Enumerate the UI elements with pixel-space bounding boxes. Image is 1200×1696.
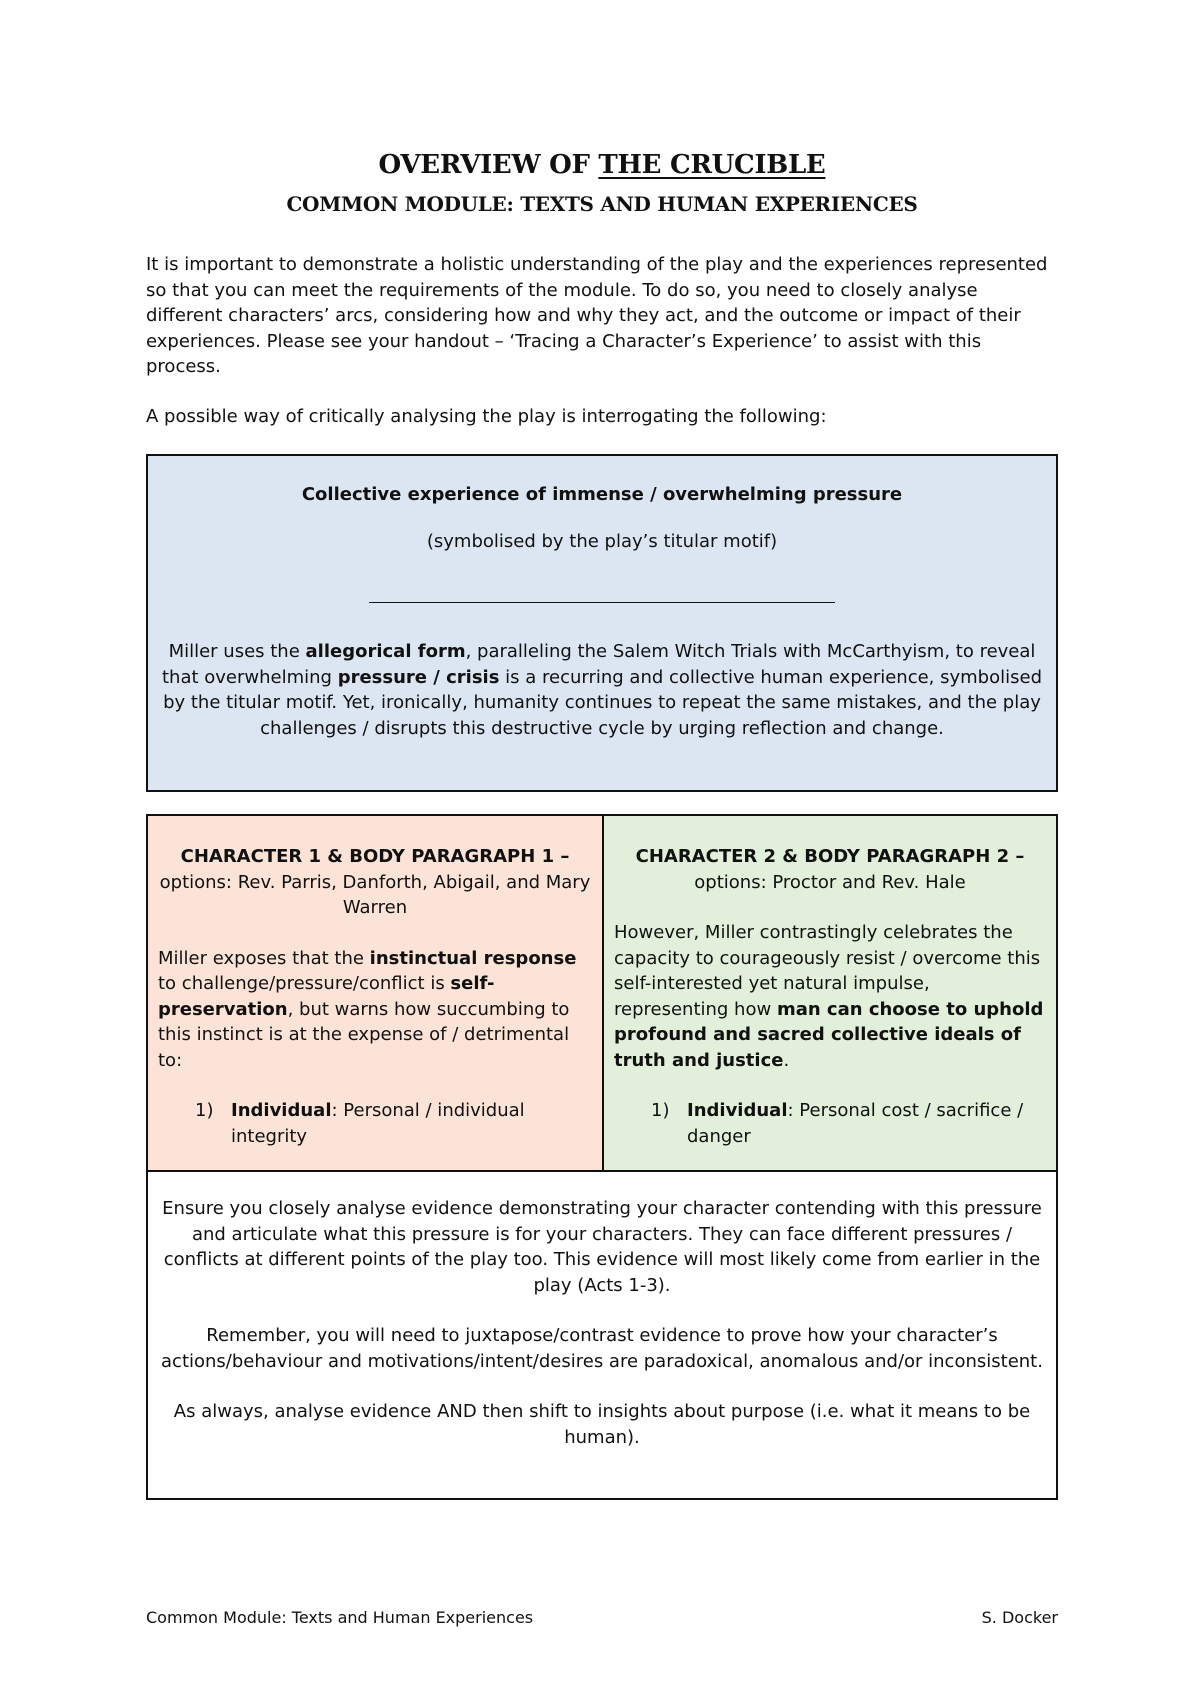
character-1-heading: CHARACTER 1 & BODY PARAGRAPH 1 – [180, 846, 570, 867]
collective-experience-box [146, 454, 1058, 792]
character-1-paragraph: Miller exposes that the instinctual response to challenge/pressure/conflict is self-preservation, but warns how succumbing to this instinct is at the expense of / detrimental to: [158, 947, 577, 1071]
character-2-paragraph: However, Miller contrastingly celebrates the capacity to courageously resist / overcome this self-interested yet natural impulse, representing how man can choose to uphold profound and sacred collective ideals of truth and justice. [614, 922, 1044, 1071]
page-subtitle: COMMON MODULE: TEXTS AND HUMAN EXPERIENCES [286, 192, 918, 216]
evidence-notes-cell [148, 1170, 1056, 1498]
note-1: Ensure you closely analyse evidence demonstrating your character contending with this pressure and articulate what this pressure is for your characters. They can face different pressures / conflicts at different points of the play too. This evidence will most likely come from earlier in the play (Acts 1-3). [162, 1198, 1042, 1296]
character-2-list-item: 1) Individual: Personal cost / sacrifice / danger [651, 1100, 1024, 1147]
prompt-paragraph: A possible way of critically analysing the play is interrogating the following: [146, 406, 827, 427]
footer-right: S. Docker [981, 1608, 1058, 1627]
note-3: As always, analyse evidence AND then shift to insights about purpose (i.e. what it means to be human). [173, 1401, 1031, 1448]
character-2-cell [604, 816, 1056, 1170]
character-table [146, 814, 1058, 1500]
collective-paragraph: Miller uses the allegorical form, paralleling the Salem Witch Trials with McCarthyism, to reveal that overwhelming pressure / crisis is a recurring and collective human experience, symbolised by the titular motif. Yet, ironically, humanity continues to repeat the same mistakes, and the play challenges / disrupts this destructive cycle by urging reflection and change. [161, 641, 1042, 739]
collective-heading: Collective experience of immense / overwhelming pressure [301, 484, 903, 505]
character-2-heading: CHARACTER 2 & BODY PARAGRAPH 2 – [635, 846, 1025, 867]
intro-paragraph: It is important to demonstrate a holistic understanding of the play and the experiences represented so that you can meet the requirements of the module. To do so, you need to closely analyse different characters’ arcs, considering how and why they act, and the outcome or impact of their experiences. Please see your handout – ‘Tracing a Character’s Experience’ to assist with this process. [146, 254, 1048, 377]
character-row [148, 816, 1056, 1170]
note-2: Remember, you will need to juxtapose/contrast evidence to prove how your character’s actions/behaviour and motivations/intent/desires are paradoxical, anomalous and/or inconsistent. [161, 1325, 1043, 1372]
character-1-cell [148, 816, 604, 1170]
blank-line [369, 602, 835, 603]
page-title [146, 150, 1058, 180]
collective-symbolised: (symbolised by the play’s titular motif) [426, 531, 778, 552]
footer-left: Common Module: Texts and Human Experiences [146, 1608, 534, 1627]
page-footer [146, 1608, 1058, 1627]
title-play-name: THE CRUCIBLE [598, 150, 826, 180]
title-prefix: OVERVIEW OF [378, 150, 599, 180]
character-2-options: options: Proctor and Rev. Hale [694, 871, 966, 893]
character-1-list-item: 1) Individual: Personal / individual integrity [195, 1100, 525, 1147]
character-1-options: options: Rev. Parris, Danforth, Abigail, and Mary Warren [159, 871, 591, 918]
